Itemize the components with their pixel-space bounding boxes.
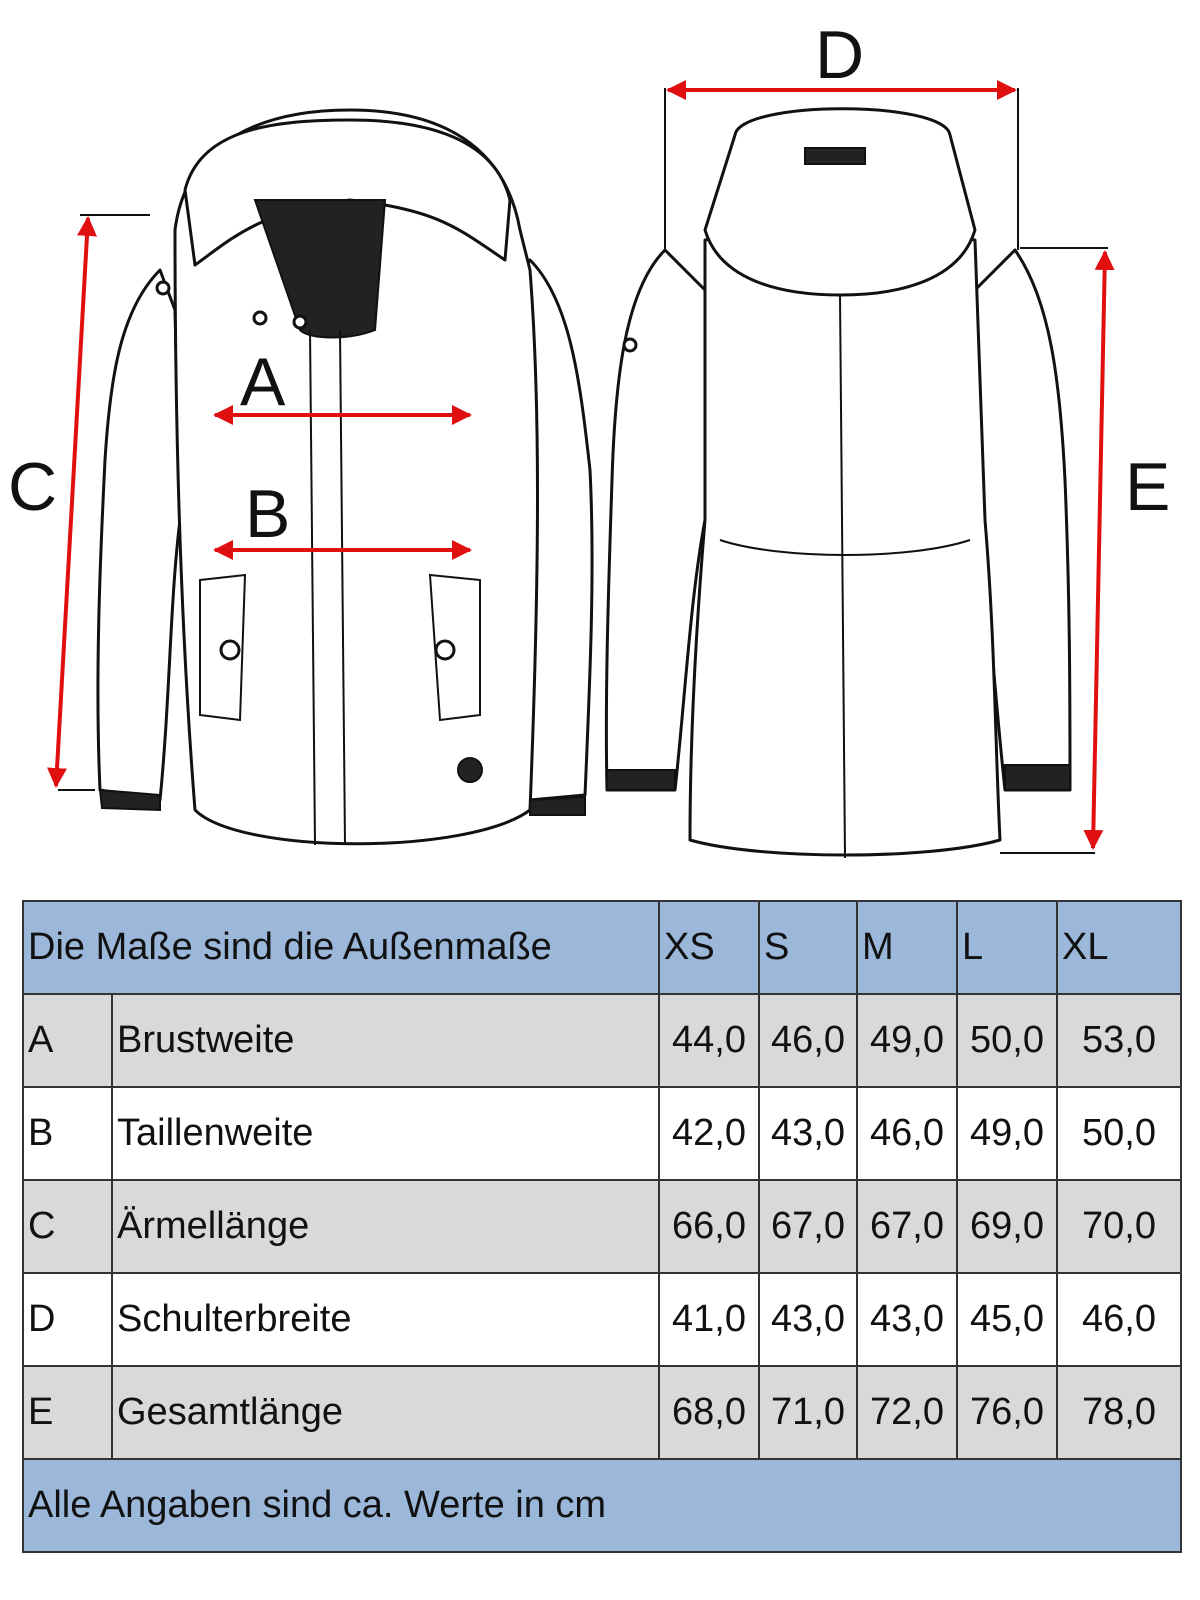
table-row (23, 1087, 1181, 1180)
table-footer-note: Alle Angaben sind ca. Werte in cm (23, 1459, 1181, 1552)
row-value: 50,0 (1057, 1087, 1181, 1180)
size-header-s: S (759, 901, 857, 994)
size-table-footer (23, 1459, 1181, 1552)
size-table-header (23, 901, 1181, 994)
row-value: 78,0 (1057, 1366, 1181, 1459)
row-value: 69,0 (957, 1180, 1057, 1273)
row-value: 43,0 (759, 1087, 857, 1180)
size-header-xs: XS (659, 901, 759, 994)
row-label: Schulterbreite (112, 1273, 659, 1366)
row-value: 43,0 (857, 1273, 957, 1366)
row-value: 46,0 (759, 994, 857, 1087)
row-label: Ärmellänge (112, 1180, 659, 1273)
table-row (23, 994, 1181, 1087)
size-header-xl: XL (1057, 901, 1181, 994)
row-value: 43,0 (759, 1273, 857, 1366)
row-value: 71,0 (759, 1366, 857, 1459)
row-key: A (23, 994, 112, 1087)
dimension-e-label: E (1125, 449, 1171, 525)
row-value: 41,0 (659, 1273, 759, 1366)
row-value: 50,0 (957, 994, 1057, 1087)
row-key: B (23, 1087, 112, 1180)
row-value: 76,0 (957, 1366, 1057, 1459)
row-label: Brustweite (112, 994, 659, 1087)
row-value: 70,0 (1057, 1180, 1181, 1273)
row-value: 66,0 (659, 1180, 759, 1273)
table-row (23, 1366, 1181, 1459)
dimension-d-label: D (815, 17, 865, 93)
row-value: 67,0 (857, 1180, 957, 1273)
row-value: 46,0 (1057, 1273, 1181, 1366)
row-value: 68,0 (659, 1366, 759, 1459)
row-value: 53,0 (1057, 994, 1181, 1087)
row-value: 45,0 (957, 1273, 1057, 1366)
table-row (23, 1273, 1181, 1366)
size-header-m: M (857, 901, 957, 994)
jacket-front-view (98, 110, 592, 845)
row-key: D (23, 1273, 112, 1366)
brand-label-icon (805, 148, 865, 164)
table-header-title: Die Maße sind die Außenmaße (23, 901, 659, 994)
row-value: 72,0 (857, 1366, 957, 1459)
row-key: C (23, 1180, 112, 1273)
row-value: 49,0 (857, 994, 957, 1087)
row-label: Taillenweite (112, 1087, 659, 1180)
jacket-back-view (606, 109, 1070, 858)
row-value: 42,0 (659, 1087, 759, 1180)
dimension-a-label: A (240, 344, 286, 420)
dimension-b-label: B (245, 476, 291, 552)
row-value: 46,0 (857, 1087, 957, 1180)
row-value: 49,0 (957, 1087, 1057, 1180)
size-header-l: L (957, 901, 1057, 994)
row-value: 44,0 (659, 994, 759, 1087)
dimension-c-label: C (8, 449, 58, 525)
row-label: Gesamtlänge (112, 1366, 659, 1459)
row-key: E (23, 1366, 112, 1459)
size-table (22, 900, 1182, 1553)
row-value: 67,0 (759, 1180, 857, 1273)
table-row (23, 1180, 1181, 1273)
